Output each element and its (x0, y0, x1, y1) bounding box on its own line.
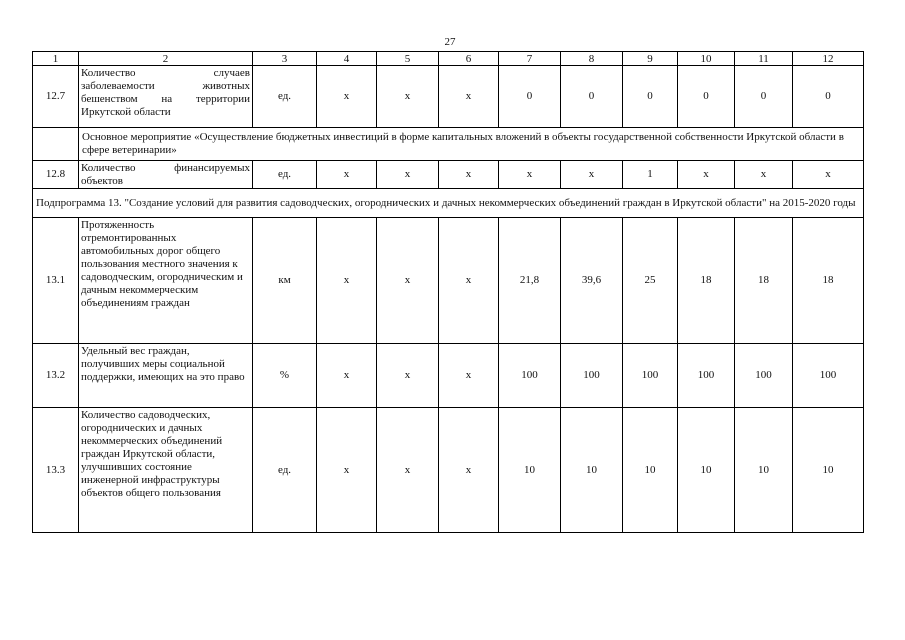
table-row (33, 408, 864, 533)
value-cell: 10 (623, 408, 678, 533)
value-cell: х (439, 161, 499, 189)
unit-cell: ед. (253, 408, 317, 533)
table-row (33, 218, 864, 344)
column-number: 10 (678, 52, 735, 66)
value-cell: 18 (678, 218, 735, 344)
row-number: 13.2 (33, 344, 79, 408)
value-cell: 0 (561, 66, 623, 128)
column-number: 3 (253, 52, 317, 66)
value-cell: х (499, 161, 561, 189)
value-cell: х (439, 218, 499, 344)
value-cell: х (317, 218, 377, 344)
column-number: 8 (561, 52, 623, 66)
value-cell: 10 (793, 408, 864, 533)
unit-cell: ед. (253, 161, 317, 189)
main-event-row (33, 128, 864, 161)
value-cell: 1 (623, 161, 678, 189)
column-number: 4 (317, 52, 377, 66)
value-cell: х (439, 66, 499, 128)
value-cell: х (317, 66, 377, 128)
indicators-table (32, 51, 864, 533)
value-cell: х (377, 66, 439, 128)
value-cell: 21,8 (499, 218, 561, 344)
value-cell: 100 (623, 344, 678, 408)
value-cell: 10 (678, 408, 735, 533)
value-cell: 0 (499, 66, 561, 128)
main-event-text: Основное мероприятие «Осуществление бюджетных инвестиций в форме капитальных вложений в объекты государственной собственности Иркутской области в сфере ветеринарии» (79, 128, 864, 161)
value-cell: 0 (623, 66, 678, 128)
column-number: 7 (499, 52, 561, 66)
unit-cell: км (253, 218, 317, 344)
unit-cell: % (253, 344, 317, 408)
value-cell: х (377, 161, 439, 189)
row-number: 13.1 (33, 218, 79, 344)
empty-cell (33, 128, 79, 161)
row-number: 12.8 (33, 161, 79, 189)
value-cell: х (317, 408, 377, 533)
value-cell: 10 (561, 408, 623, 533)
value-cell: 0 (735, 66, 793, 128)
value-cell: 100 (499, 344, 561, 408)
value-cell: 0 (793, 66, 864, 128)
value-cell: 100 (735, 344, 793, 408)
value-cell: х (377, 218, 439, 344)
value-cell: 100 (561, 344, 623, 408)
value-cell: х (317, 344, 377, 408)
value-cell: 10 (499, 408, 561, 533)
value-cell: 25 (623, 218, 678, 344)
column-number: 5 (377, 52, 439, 66)
value-cell: х (439, 344, 499, 408)
value-cell: х (439, 408, 499, 533)
column-number: 12 (793, 52, 864, 66)
value-cell: 10 (735, 408, 793, 533)
value-cell: х (317, 161, 377, 189)
value-cell: х (561, 161, 623, 189)
value-cell: 0 (678, 66, 735, 128)
value-cell: 39,6 (561, 218, 623, 344)
value-cell: 18 (793, 218, 864, 344)
subprogram-text: Подпрограмма 13. "Создание условий для развития садоводческих, огороднических и дачных некоммерческих объединений граждан в Иркутской области" на 2015-2020 годы (33, 189, 864, 218)
indicator-name: Количество финансируемых объектов (79, 161, 253, 189)
row-number: 12.7 (33, 66, 79, 128)
page-number: 27 (444, 36, 456, 48)
value-cell: 100 (678, 344, 735, 408)
column-number: 9 (623, 52, 678, 66)
value-cell: х (377, 408, 439, 533)
value-cell: х (735, 161, 793, 189)
subprogram-row (33, 189, 864, 218)
indicator-name: Удельный вес граждан, получивших меры социальной поддержки, имеющих на это право (79, 344, 253, 408)
table-row (33, 66, 864, 128)
indicator-name: Количество садоводческих, огороднических и дачных некоммерческих объединений граждан Иркутской области, улучшивших состояние инженерной инфраструктуры объектов общего пользования (79, 408, 253, 533)
column-number: 11 (735, 52, 793, 66)
table-row (33, 161, 864, 189)
value-cell: 100 (793, 344, 864, 408)
value-cell: 18 (735, 218, 793, 344)
value-cell: х (793, 161, 864, 189)
column-number: 6 (439, 52, 499, 66)
table-row (33, 344, 864, 408)
value-cell: х (678, 161, 735, 189)
indicator-name: Протяженность отремонтированных автомобильных дорог общего пользования местного значения к садоводческим, огородническим и дачным некоммерческим объединениям граждан (79, 218, 253, 344)
column-number: 2 (79, 52, 253, 66)
column-number-row (33, 52, 864, 66)
value-cell: х (377, 344, 439, 408)
unit-cell: ед. (253, 66, 317, 128)
indicator-name: Количество случаев заболеваемости животных бешенством на территории Иркутской области (79, 66, 253, 128)
row-number: 13.3 (33, 408, 79, 533)
column-number: 1 (33, 52, 79, 66)
